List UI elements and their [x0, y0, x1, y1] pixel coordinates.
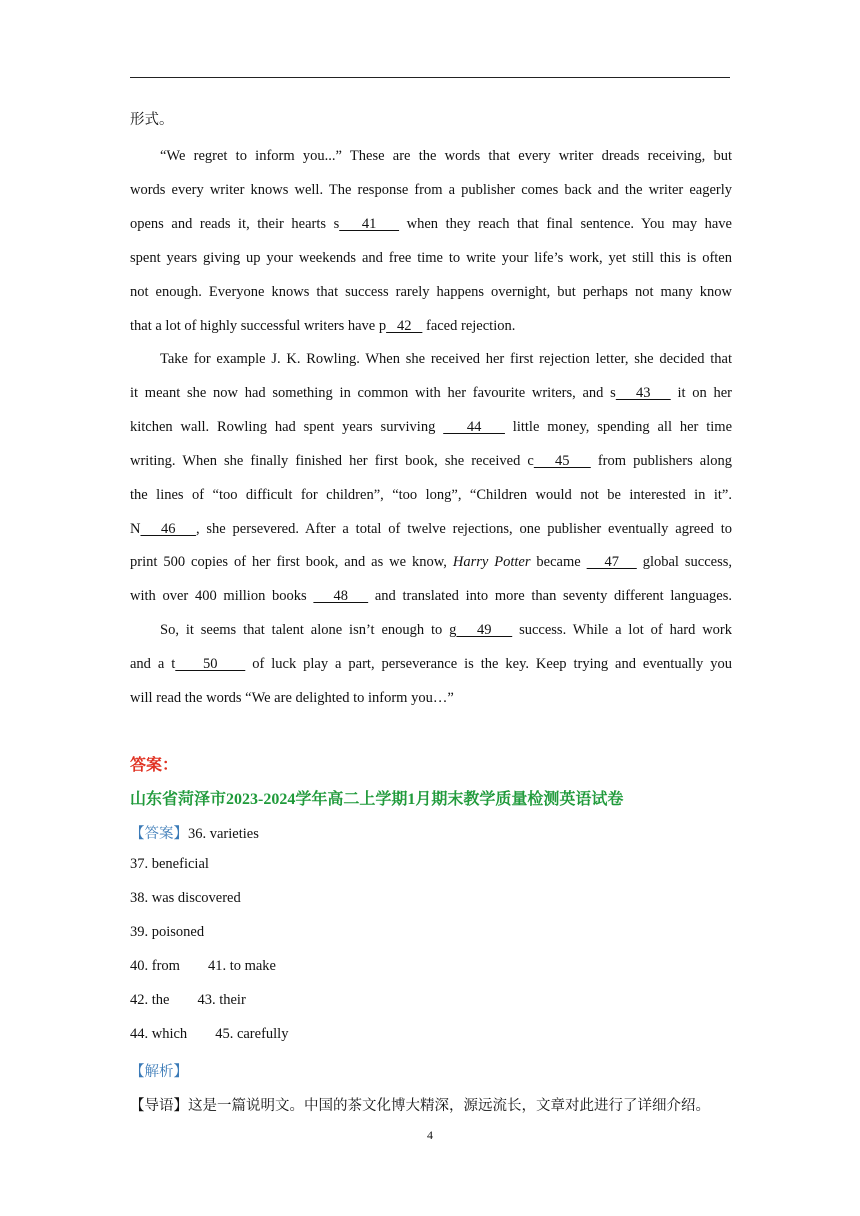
- guide-row: [130, 1094, 710, 1115]
- passage-line: Take for example J. K. Rowling. When she received her first rejection letter, she decided that: [160, 351, 732, 367]
- answer-item: 39. poisoned: [130, 924, 205, 940]
- answer-row: [130, 992, 246, 1009]
- answer-item: 38. was discovered: [130, 890, 241, 906]
- answer-row: [130, 1026, 288, 1043]
- answer-item: 42. the: [130, 992, 170, 1008]
- passage-line: words every writer knows well. The response from a publisher comes back and the writer eagerly: [130, 182, 732, 198]
- passage-line: print 500 copies of her first book, and as we know, Harry Potter became 47 global success,: [130, 554, 733, 570]
- passage-line: “We regret to inform you...” These are the words that every writer dreads receiving, but: [160, 148, 732, 164]
- passage-line: So, it seems that talent alone isn’t enough to g 49 success. While a lot of hard work: [160, 622, 733, 638]
- passage-line: 形式。: [130, 112, 174, 128]
- source-title: 山东省菏泽市2023-2024学年高二上学期1月期末教学质量检测英语试卷: [130, 791, 624, 808]
- answer-item: 36. varieties: [188, 826, 259, 842]
- passage-line: that a lot of highly successful writers have p 42 faced rejection.: [130, 318, 516, 334]
- passage-line: kitchen wall. Rowling had spent years surviving 44 little money, spending all her time: [130, 419, 733, 435]
- passage-line: and a t 50 of luck play a part, perseverance is the key. Keep trying and eventually you: [130, 656, 732, 672]
- answer-item: 44. which: [130, 1026, 188, 1042]
- analysis-tag: 【解析】: [130, 1064, 188, 1080]
- guide-tag: 【导语】: [130, 1098, 188, 1114]
- passage-line: it meant she now had something in common with her favourite writers, and s 43 it on her: [130, 385, 732, 401]
- answer-item: 40. from: [130, 958, 180, 974]
- passage-line: opens and reads it, their hearts s 41 when they reach that final sentence. You may have: [130, 216, 732, 232]
- answer-item: 37. beneficial: [130, 856, 209, 872]
- passage-line: N 46 , she persevered. After a total of twelve rejections, one publisher eventually agreed to: [130, 521, 732, 537]
- passage-line: the lines of “too difficult for children”, “too long”, “Children would not be interested in it”.: [130, 487, 732, 503]
- answer-row: [130, 958, 276, 975]
- answer-item: 45. carefully: [215, 1026, 289, 1042]
- guide-text: 这是一篇说明文。中国的茶文化博大精深，源远流长，文章对此进行了详细介绍。: [188, 1098, 710, 1114]
- answer-item: 41. to make: [207, 958, 276, 974]
- page-number: 4: [427, 1128, 433, 1142]
- header-rule: [130, 77, 730, 78]
- passage-line: not enough. Everyone knows that success rarely happens overnight, but perhaps not many know: [130, 284, 732, 300]
- passage-line: with over 400 million books 48 and translated into more than seventy different languages.: [130, 588, 732, 604]
- passage-line: will read the words “We are delighted to inform you…”: [130, 690, 454, 706]
- passage-line: spent years giving up your weekends and free time to write your life’s work, yet still this is often: [130, 250, 732, 266]
- passage-line: writing. When she finally finished her first book, she received c 45 from publishers along: [130, 453, 733, 469]
- answer-tag: 【答案】: [130, 826, 188, 842]
- answer-heading: 答案：: [130, 757, 179, 774]
- answer-row: [130, 822, 259, 843]
- answer-item: 43. their: [197, 992, 246, 1008]
